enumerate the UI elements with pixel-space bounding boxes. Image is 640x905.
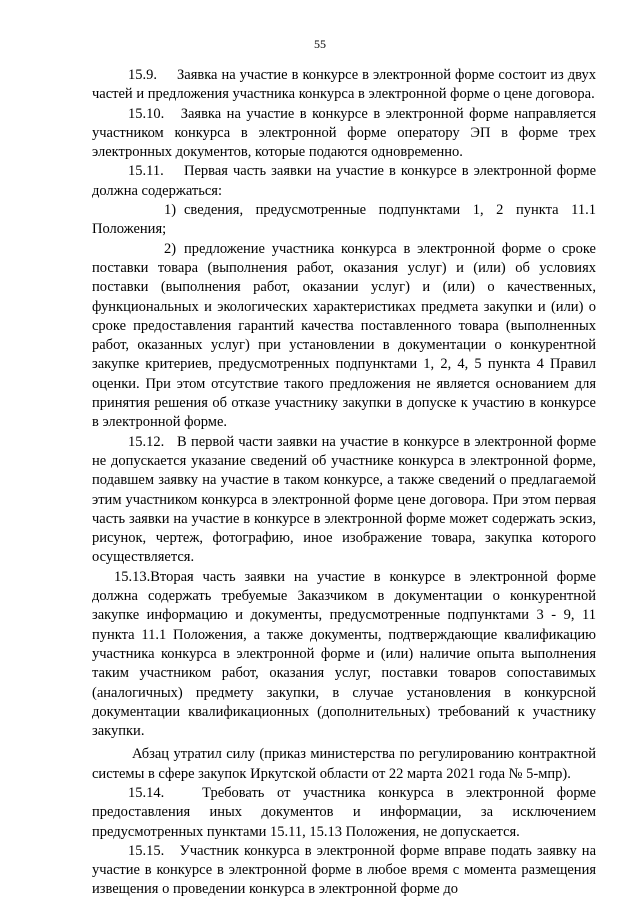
- list-item-1: [92, 201, 596, 240]
- paragraph-number: 15.10.: [128, 105, 165, 122]
- paragraph-text: Требовать от участника конкурса в электронной форме предоставления иных документов и информации, за исключением предусмотренных пунктами 15.11, 15.13 Положения, не допускается.: [92, 784, 596, 840]
- paragraph-text: Абзац утратил силу (приказ министерства по регулированию контрактной системы в сфере закупок Иркутской области от 22 марта 2021 года № 5-мпр).: [92, 746, 596, 782]
- paragraph-number: 15.15.: [128, 842, 165, 859]
- paragraph-text: Заявка на участие в конкурсе в электронной форме состоит из двух частей и предложения участника конкурса в электронной форме о цене договора.: [92, 67, 597, 103]
- paragraph-15-11: [92, 162, 596, 201]
- paragraph-repealed-note: [92, 745, 596, 784]
- paragraph-15-9: [92, 66, 596, 105]
- paragraph-15-15: [92, 842, 596, 900]
- paragraph-15-13: [92, 568, 596, 742]
- paragraph-number: 15.11.: [128, 163, 164, 180]
- document-body: [92, 66, 596, 900]
- list-marker: 2): [164, 240, 177, 257]
- paragraph-number: 15.13.: [114, 568, 151, 585]
- paragraph-number: 15.12.: [128, 433, 165, 450]
- paragraph-text: Заявка на участие в конкурсе в электронной форме направляется участником конкурса в электронной форме оператору ЭП в форме трех электронных документов, которые подаются одновременно.: [92, 105, 597, 161]
- paragraph-number: 15.9.: [128, 67, 157, 83]
- paragraph-text: Участник конкурса в электронной форме вправе подать заявку на участие в конкурсе в электронной форме в любое время с момента размещения извещения о проведении конкурса в электронной форме до: [92, 842, 597, 898]
- list-item-text: предложение участника конкурса в электронной форме о сроке поставки товара (выполнения работ, оказания услуг) и (или) об условиях поставки (выполнения работ, оказании услуг) и (или) о качественных, функциональных и экологических характеристиках предмета закупки и (или) о сроке предоставления гарантий качества поставленного товара (выполненных работ, оказанных услуг) при установлении в документации о конкурентной закупке критериев, предусмотренных подпунктами 1, 2, 4, 5 пункта 4 Правил оценки. При этом отсутствие такого предложения не является основанием для принятия решения об отказе участнику закупки в допуске к участию в конкурсе в электронной форме.: [92, 240, 596, 431]
- page-number: 55: [314, 37, 326, 51]
- paragraph-15-14: [92, 784, 596, 842]
- paragraph-15-12: [92, 433, 596, 568]
- list-item-text: сведения, предусмотренные подпунктами 1, 2 пункта 11.1 Положения;: [92, 202, 596, 238]
- paragraph-number: 15.14.: [128, 784, 165, 801]
- paragraph-text: В первой части заявки на участие в конкурсе в электронной форме не допускается указание сведений об участнике конкурса в электронной форме, подавшем заявку на участие в таком конкурсе, а также сведений о предлагаемой этим участником конкурса в электронной форме цене договора. При этом первая часть заявки на участие в конкурсе в электронной форме может содержать эскиз, рисунок, чертеж, фотографию, иное изображение товара, закупка которого осуществляется.: [92, 433, 597, 566]
- paragraph-text: Вторая часть заявки на участие в конкурсе в электронной форме должна содержать требуемые Заказчиком в документации о конкурентной закупке информацию и документы, предусмотренные подпунктами 3 - 9, 11 пункта 11.1 Положения, а также документы, подтверждающие квалификацию участника конкурса в электронной форме и (или) наличие опыта выполнения таким участником работ, оказания услуг, поставки товаров сопоставимых (аналогичных) предмету закупки, в случае установления в конкурсной документации квалификационных (дополнительных) требований к участнику закупки.: [92, 568, 596, 740]
- paragraph-text: Первая часть заявки на участие в конкурсе в электронной форме должна содержаться:: [92, 163, 597, 199]
- list-marker: 1): [164, 202, 177, 219]
- paragraph-15-10: [92, 105, 596, 163]
- list-item-2: [92, 240, 596, 433]
